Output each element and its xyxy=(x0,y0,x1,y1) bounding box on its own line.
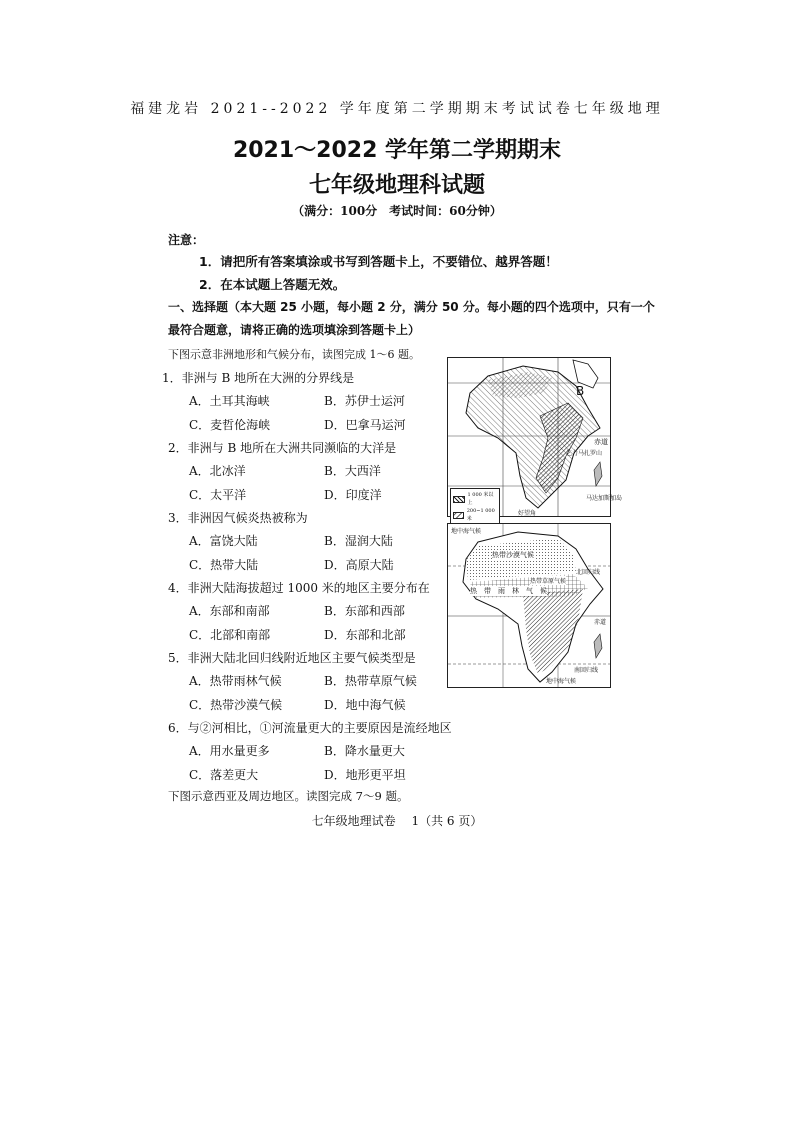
climate-label-equator: 赤道 xyxy=(594,619,607,626)
exam-score-time: （满分：100分 考试时间：60分钟） xyxy=(292,204,502,218)
question-4-stem: 4．非洲大陆海拔超过 1000 米的地区主要分布在 xyxy=(168,581,430,595)
question-6-option-a: A．用水量更多 xyxy=(189,744,270,758)
question-6-option-c: C．落差更大 xyxy=(189,768,259,782)
climate-label-tropic-south: 南回归线 xyxy=(574,667,599,674)
legend-label-high: 1 000 米以上 xyxy=(467,492,494,506)
climate-label-med-north: 地中海气候 xyxy=(451,528,482,535)
question-1-stem: 1．非洲与 B 地所在大洲的分界线是 xyxy=(162,371,355,385)
map-label-kilimanjaro: 乞力马扎罗山 xyxy=(566,450,603,457)
legend-label-mid: 200~1 000 米 xyxy=(466,508,495,522)
question-4-option-a: A．东部和南部 xyxy=(189,604,270,618)
question-1-option-b: B．苏伊士运河 xyxy=(324,394,405,408)
notice-item-2: 2．在本试题上答题无效。 xyxy=(199,277,346,292)
map-label-b: B xyxy=(576,384,585,398)
map-label-cape: 好望角 xyxy=(518,510,537,517)
question-1-option-a: A．土耳其海峡 xyxy=(189,394,270,408)
question-2-stem: 2．非洲与 B 地所在大洲共同濒临的大洋是 xyxy=(168,441,397,455)
africa-climate-map-drawing xyxy=(448,524,610,687)
question-1-option-c: C．麦哲伦海峡 xyxy=(189,418,271,432)
legend-swatch-mid xyxy=(453,512,464,519)
africa-climate-map xyxy=(447,523,611,688)
question-5-option-d: D．地中海气候 xyxy=(324,698,406,712)
question-6-stem: 6．与②河相比，①河流量更大的主要原因是流经地区 xyxy=(168,721,452,735)
page-footer: 七年级地理试卷 1（共 6 页） xyxy=(311,814,483,828)
question-3-stem: 3．非洲因气候炎热被称为 xyxy=(168,511,308,525)
intro-questions-7-9: 下图示意西亚及周边地区。读图完成 7～9 题。 xyxy=(168,789,409,803)
map-label-madagascar: 马达加斯加岛 xyxy=(586,495,623,502)
notice-heading: 注意： xyxy=(168,233,205,247)
question-5-option-a: A．热带雨林气候 xyxy=(189,674,282,688)
question-5-option-c: C．热带沙漠气候 xyxy=(189,698,283,712)
legend-swatch-high xyxy=(453,496,465,503)
africa-terrain-map xyxy=(447,357,623,522)
map-label-equator: 赤道 xyxy=(594,438,608,446)
section-1-heading: 一、选择题（本大题 25 小题，每小题 2 分，满分 50 分。每小题的四个选项中，只有一个 xyxy=(168,300,655,314)
question-2-option-b: B．大西洋 xyxy=(324,464,381,478)
question-5-stem: 5．非洲大陆北回归线附近地区主要气候类型是 xyxy=(168,651,416,665)
question-1-option-d: D．巴拿马运河 xyxy=(324,418,406,432)
question-6-option-d: D．地形更平坦 xyxy=(324,768,406,782)
climate-label-desert: 热带沙漠气候 xyxy=(492,551,534,559)
question-2-option-d: D．印度洋 xyxy=(324,488,382,502)
exam-title: 2021～2022 学年第二学期期末 xyxy=(232,138,562,163)
question-3-option-b: B．湿润大陆 xyxy=(324,534,393,548)
question-6-option-b: B．降水量更大 xyxy=(324,744,405,758)
question-3-option-a: A．富饶大陆 xyxy=(189,534,258,548)
question-2-option-c: C．太平洋 xyxy=(189,488,247,502)
question-3-option-c: C．热带大陆 xyxy=(189,558,259,572)
question-4-option-b: B．东部和西部 xyxy=(324,604,405,618)
climate-label-savanna: 热带草原气候 xyxy=(530,578,567,585)
section-1-heading-cont: 最符合题意，请将正确的选项填涂到答题卡上） xyxy=(168,323,421,337)
exam-subject-title: 七年级地理科试题 xyxy=(308,173,485,198)
question-3-option-d: D．高原大陆 xyxy=(324,558,394,572)
intro-questions-1-6: 下图示意非洲地形和气候分布，读图完成 1～6 题。 xyxy=(168,348,420,361)
climate-label-rainforest: 热 带 雨 林 气 候 xyxy=(470,587,547,595)
climate-label-med-south: 地中海气候 xyxy=(546,678,577,685)
notice-item-1: 1．请把所有答案填涂或书写到答题卡上，不要错位、越界答题！ xyxy=(199,254,558,269)
climate-label-tropic-north: 北回归线 xyxy=(576,569,601,576)
question-4-option-d: D．东部和北部 xyxy=(324,628,406,642)
question-2-option-a: A．北冰洋 xyxy=(189,464,246,478)
question-5-option-b: B．热带草原气候 xyxy=(324,674,417,688)
question-4-option-c: C．北部和南部 xyxy=(189,628,271,642)
document-header: 福建龙岩 2021--2022 学年度第二学期期末考试试卷七年级地理 xyxy=(130,101,664,117)
